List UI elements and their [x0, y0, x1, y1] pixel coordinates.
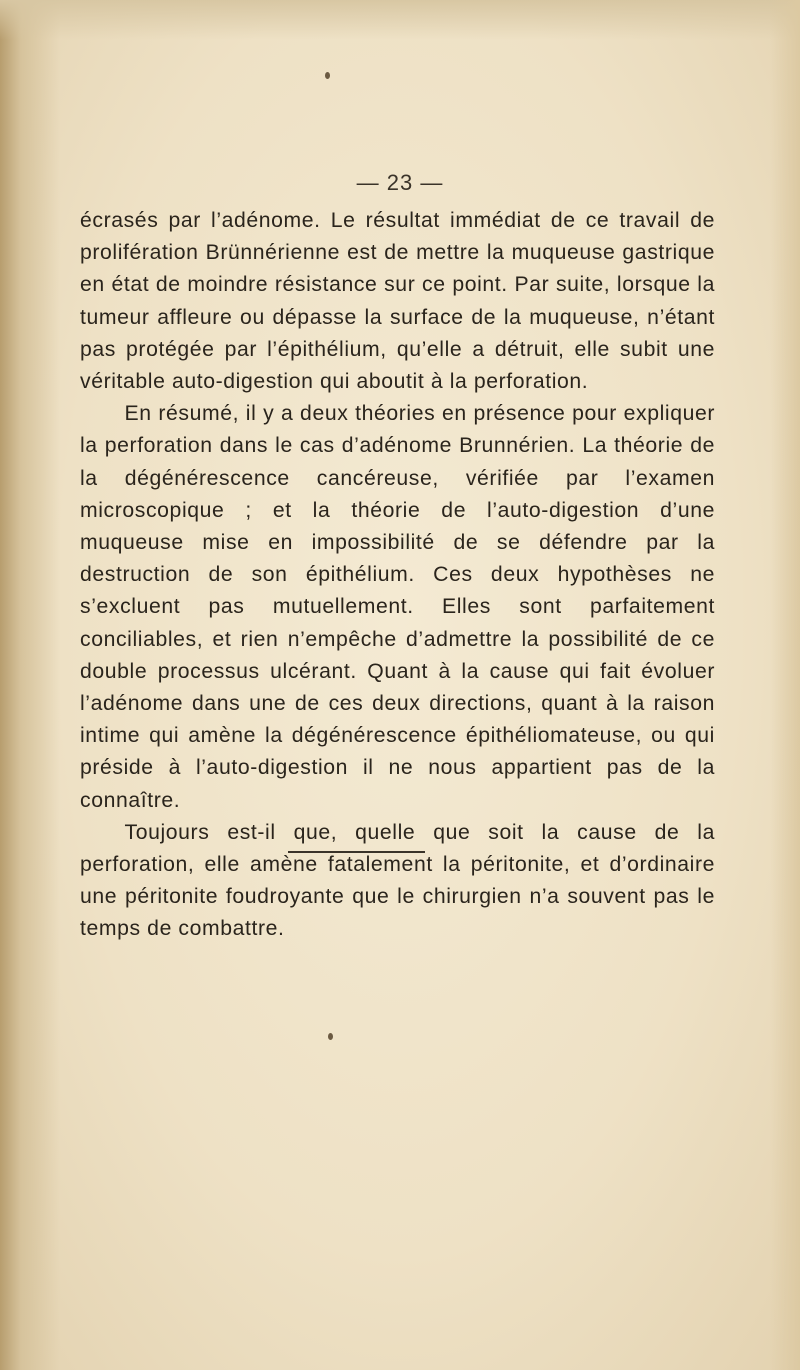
- ink-speck: [325, 72, 330, 79]
- paragraph: Toujours est-il que, quelle que soit la cause de la perforation, elle amène fatalement la péritonite, et d’ordinaire une péritonite foudroyante que le chirurgien n’a souvent pas le temps de combattre.: [80, 820, 715, 941]
- paragraph: écrasés par l’adénome. Le résultat immédiat de ce travail de prolifération Brünnérienne est de mettre la muqueuse gastrique en état de moindre résistance sur ce point. Par suite, lorsque la tumeur affleure ou dépasse la surface de la muqueuse, n’étant pas protégée par l’épithélium, qu’elle a détruit, elle subit une véritable auto-digestion qui aboutit à la perforation.: [80, 209, 715, 394]
- page-right-edge-shadow: [770, 0, 800, 1370]
- page-top-edge-shadow: [0, 0, 800, 40]
- paragraph: En résumé, il y a deux théories en présence pour expliquer la perforation dans le cas d’adénome Brunnérien. La théorie de la dégénérescence cancéreuse, vérifiée par l’examen microscopique ; et la théorie de l’auto-digestion d’une muqueuse mise en impossibilité de se défendre par la destruction de son épithélium. Ces deux hypothèses ne s’excluent pas mutuellement. Elles sont parfaitement conciliables, et rien n’empêche d’admettre la possibilité de ce double processus ulcérant. Quant à la cause qui fait évoluer l’adénome dans une de ces deux directions, quant à la raison intime qui amène la dégénérescence épithéliomateuse, ou qui préside à l’auto-digestion il ne nous appartient pas de la connaître.: [80, 402, 715, 812]
- page-number: — 23 —: [356, 170, 444, 195]
- body-text: [80, 205, 715, 946]
- section-end-rule: [288, 851, 425, 853]
- ink-speck: [328, 1033, 333, 1040]
- page-left-edge-shadow: [0, 0, 60, 1370]
